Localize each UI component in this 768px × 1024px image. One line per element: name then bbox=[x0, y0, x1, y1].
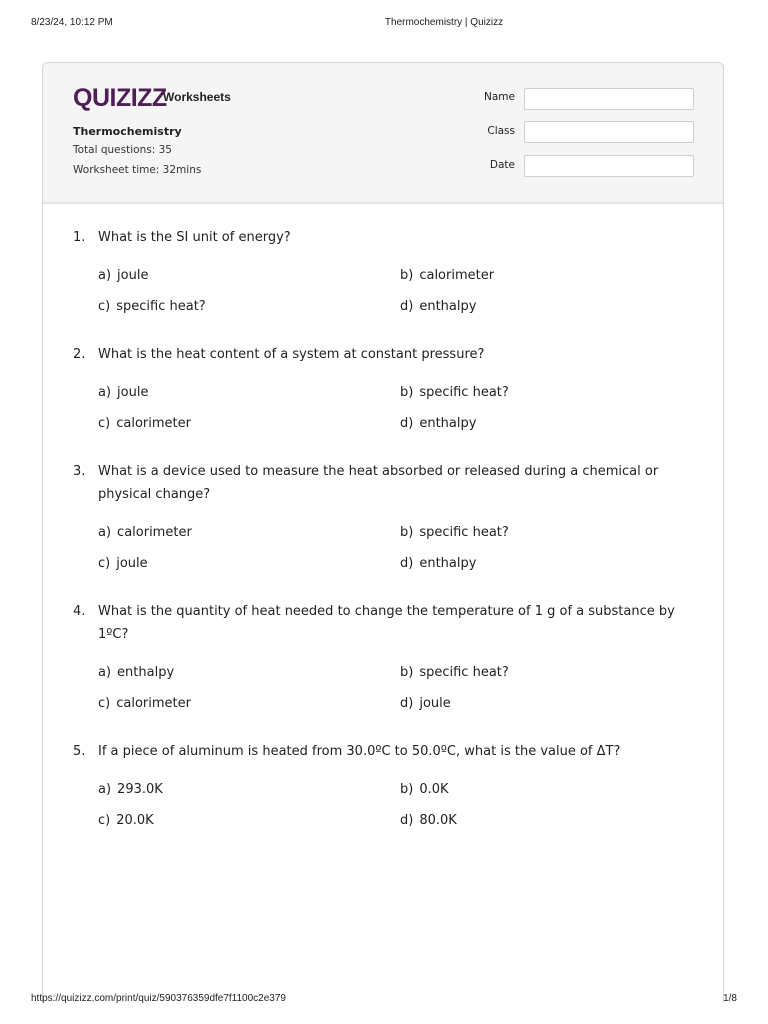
question-list bbox=[73, 226, 693, 857]
name-field[interactable] bbox=[524, 88, 694, 110]
option-c: c) calorimeter bbox=[98, 416, 191, 431]
worksheet-time: Worksheet time: 32mins bbox=[73, 164, 202, 176]
class-field[interactable] bbox=[524, 121, 694, 143]
option-b: b) specific heat? bbox=[400, 525, 509, 540]
answer-options bbox=[98, 521, 693, 575]
option-d: d) enthalpy bbox=[400, 556, 477, 571]
total-questions: Total questions: 35 bbox=[73, 144, 172, 156]
quizizz-logo: QUIZIZZ bbox=[73, 84, 167, 112]
option-b: b) specific heat? bbox=[400, 385, 509, 400]
option-c: c) calorimeter bbox=[98, 696, 191, 711]
option-a: a) joule bbox=[98, 268, 149, 283]
worksheet-card bbox=[42, 62, 724, 1002]
print-page-title: Thermochemistry | Quizizz bbox=[384, 17, 504, 28]
print-url: https://quizizz.com/print/quiz/590376359dfe7f1100c2e379 bbox=[31, 993, 286, 1004]
option-c: c) joule bbox=[98, 556, 148, 571]
option-a: a) calorimeter bbox=[98, 525, 192, 540]
option-d: d) joule bbox=[400, 696, 451, 711]
question-2 bbox=[73, 343, 693, 435]
worksheet-title: Thermochemistry bbox=[73, 125, 182, 138]
option-a: a) 293.0K bbox=[98, 782, 163, 797]
question-text: What is the quantity of heat needed to change the temperature of 1 g of a substance by 1ºC? bbox=[98, 604, 675, 642]
option-a: a) enthalpy bbox=[98, 665, 175, 680]
question-4 bbox=[73, 600, 693, 715]
answer-options bbox=[98, 661, 693, 715]
answer-options bbox=[98, 381, 693, 435]
question-3 bbox=[73, 460, 693, 575]
class-label: Class bbox=[487, 125, 515, 137]
option-d: d) 80.0K bbox=[400, 813, 457, 828]
question-number: 2. bbox=[73, 347, 86, 362]
option-b: b) 0.0K bbox=[400, 782, 449, 797]
name-label: Name bbox=[484, 91, 515, 103]
worksheet-header bbox=[43, 63, 723, 204]
option-b: b) calorimeter bbox=[400, 268, 495, 283]
question-text: What is the SI unit of energy? bbox=[98, 230, 291, 245]
question-text: If a piece of aluminum is heated from 30.0ºC to 50.0ºC, what is the value of ΔT? bbox=[98, 744, 621, 759]
option-c: c) 20.0K bbox=[98, 813, 154, 828]
question-text: What is the heat content of a system at constant pressure? bbox=[98, 347, 485, 362]
question-5 bbox=[73, 740, 693, 832]
print-datetime: 8/23/24, 10:12 PM bbox=[31, 17, 113, 28]
question-text: What is a device used to measure the heat absorbed or released during a chemical or physical change? bbox=[98, 464, 659, 502]
date-label: Date bbox=[489, 159, 515, 171]
date-field[interactable] bbox=[524, 155, 694, 177]
option-b: b) specific heat? bbox=[400, 665, 509, 680]
option-c: c) specific heat? bbox=[98, 299, 206, 314]
answer-options bbox=[98, 778, 693, 832]
question-1 bbox=[73, 226, 693, 318]
option-d: d) enthalpy bbox=[400, 299, 477, 314]
worksheets-label: Worksheets bbox=[163, 90, 231, 104]
option-a: a) joule bbox=[98, 385, 149, 400]
option-d: d) enthalpy bbox=[400, 416, 477, 431]
answer-options bbox=[98, 264, 693, 318]
print-page-number: 1/8 bbox=[723, 993, 737, 1004]
question-number: 5. bbox=[73, 744, 86, 759]
question-number: 1. bbox=[73, 230, 86, 245]
question-number: 3. bbox=[73, 464, 86, 479]
question-number: 4. bbox=[73, 604, 86, 619]
